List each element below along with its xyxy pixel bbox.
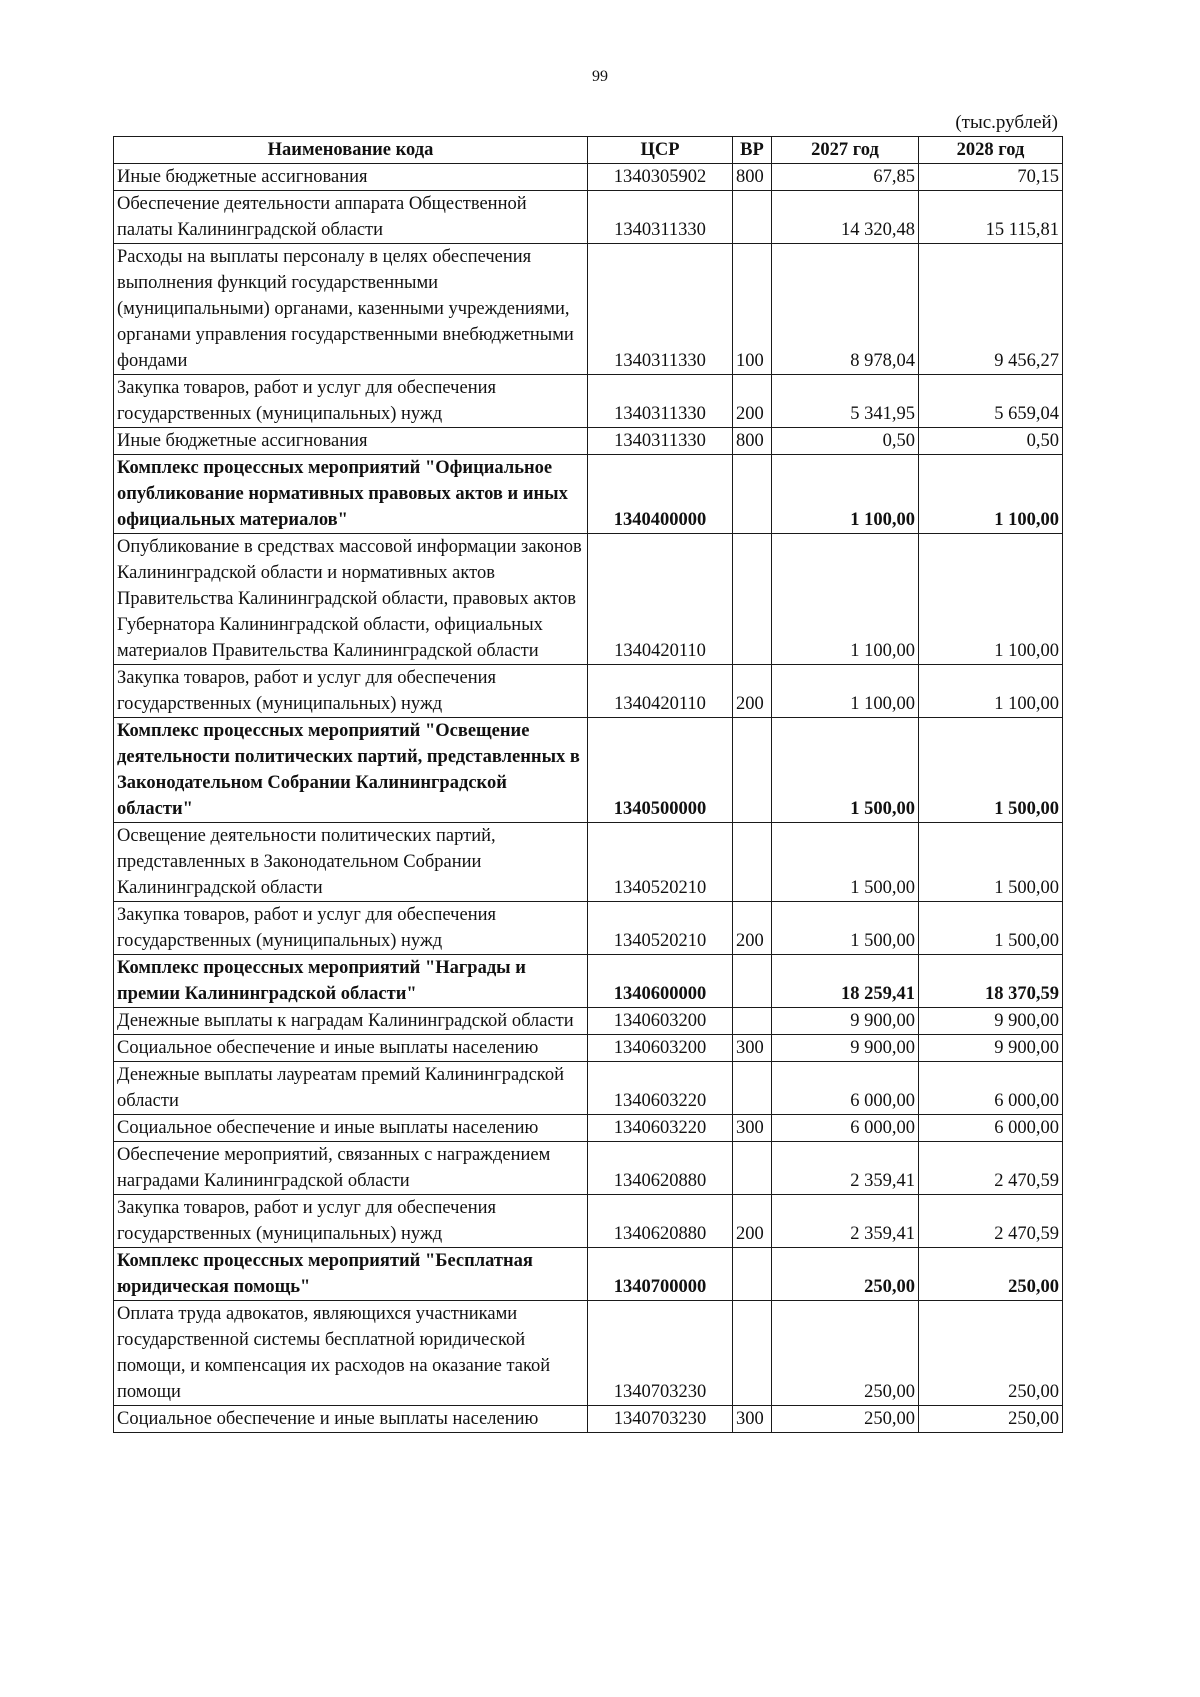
table-row (114, 534, 1063, 665)
table-row (114, 1062, 1063, 1115)
cell-vr (733, 955, 772, 1008)
cell-csr: 1340703230 (588, 1301, 733, 1406)
table-row (114, 1035, 1063, 1062)
cell-vr (733, 1301, 772, 1406)
table-row (114, 718, 1063, 823)
cell-name: Закупка товаров, работ и услуг для обеспечения государственных (муниципальных) нужд (114, 375, 588, 428)
cell-vr (733, 1062, 772, 1115)
cell-csr: 1340620880 (588, 1142, 733, 1195)
cell-vr (733, 534, 772, 665)
cell-2028: 1 500,00 (919, 823, 1063, 902)
table-row (114, 428, 1063, 455)
cell-2028: 6 000,00 (919, 1115, 1063, 1142)
header-row (114, 137, 1063, 164)
cell-2028: 9 900,00 (919, 1008, 1063, 1035)
cell-csr: 1340311330 (588, 244, 733, 375)
cell-2027: 0,50 (772, 428, 919, 455)
cell-name: Иные бюджетные ассигнования (114, 428, 588, 455)
cell-2028: 1 500,00 (919, 718, 1063, 823)
cell-2028: 70,15 (919, 164, 1063, 191)
table-row (114, 1406, 1063, 1433)
units-label: (тыс.рублей) (955, 112, 1058, 133)
cell-2027: 2 359,41 (772, 1195, 919, 1248)
table-row (114, 375, 1063, 428)
cell-vr (733, 1248, 772, 1301)
cell-2028: 9 456,27 (919, 244, 1063, 375)
cell-2027: 1 100,00 (772, 534, 919, 665)
cell-csr: 1340603200 (588, 1035, 733, 1062)
cell-vr: 300 (733, 1035, 772, 1062)
cell-2027: 9 900,00 (772, 1035, 919, 1062)
cell-name: Комплекс процессных мероприятий "Бесплатная юридическая помощь" (114, 1248, 588, 1301)
cell-csr: 1340700000 (588, 1248, 733, 1301)
cell-vr (733, 455, 772, 534)
cell-2027: 1 500,00 (772, 902, 919, 955)
cell-vr: 200 (733, 1195, 772, 1248)
cell-csr: 1340400000 (588, 455, 733, 534)
cell-2028: 15 115,81 (919, 191, 1063, 244)
table-row (114, 1195, 1063, 1248)
table-row (114, 164, 1063, 191)
cell-csr: 1340311330 (588, 428, 733, 455)
cell-csr: 1340311330 (588, 375, 733, 428)
cell-name: Обеспечение мероприятий, связанных с награждением наградами Калининградской области (114, 1142, 588, 1195)
cell-name: Обеспечение деятельности аппарата Общественной палаты Калининградской области (114, 191, 588, 244)
cell-name: Социальное обеспечение и иные выплаты населению (114, 1406, 588, 1433)
cell-name: Иные бюджетные ассигнования (114, 164, 588, 191)
cell-vr: 800 (733, 164, 772, 191)
cell-name: Оплата труда адвокатов, являющихся участниками государственной системы бесплатной юридической помощи, и компенсация их расходов на оказание такой помощи (114, 1301, 588, 1406)
cell-2027: 1 100,00 (772, 455, 919, 534)
cell-2027: 250,00 (772, 1301, 919, 1406)
cell-2028: 6 000,00 (919, 1062, 1063, 1115)
cell-2027: 250,00 (772, 1406, 919, 1433)
cell-vr: 300 (733, 1406, 772, 1433)
header-name: Наименование кода (114, 137, 588, 164)
table-row (114, 1142, 1063, 1195)
cell-csr: 1340603220 (588, 1062, 733, 1115)
cell-2027: 14 320,48 (772, 191, 919, 244)
cell-vr: 100 (733, 244, 772, 375)
cell-2028: 18 370,59 (919, 955, 1063, 1008)
cell-vr (733, 1142, 772, 1195)
cell-2027: 18 259,41 (772, 955, 919, 1008)
cell-2027: 8 978,04 (772, 244, 919, 375)
cell-vr (733, 1008, 772, 1035)
table-row (114, 902, 1063, 955)
cell-vr: 200 (733, 375, 772, 428)
table-row (114, 665, 1063, 718)
table-row (114, 1248, 1063, 1301)
cell-csr: 1340520210 (588, 902, 733, 955)
cell-vr: 300 (733, 1115, 772, 1142)
cell-csr: 1340600000 (588, 955, 733, 1008)
cell-csr: 1340703230 (588, 1406, 733, 1433)
cell-csr: 1340420110 (588, 534, 733, 665)
table-body (114, 164, 1063, 1433)
table-row (114, 1301, 1063, 1406)
cell-name: Денежные выплаты лауреатам премий Калининградской области (114, 1062, 588, 1115)
cell-2028: 5 659,04 (919, 375, 1063, 428)
header-csr: ЦСР (588, 137, 733, 164)
cell-2027: 1 500,00 (772, 823, 919, 902)
cell-name: Расходы на выплаты персоналу в целях обеспечения выполнения функций государственными (муниципальными) органами, казенными учреждениями, органами управления государственными внебюджетными фондами (114, 244, 588, 375)
cell-2028: 9 900,00 (919, 1035, 1063, 1062)
table-row (114, 1115, 1063, 1142)
cell-2028: 1 100,00 (919, 665, 1063, 718)
page-number: 99 (592, 68, 608, 85)
cell-vr (733, 191, 772, 244)
table-row (114, 1008, 1063, 1035)
cell-2027: 6 000,00 (772, 1062, 919, 1115)
cell-vr: 200 (733, 902, 772, 955)
header-vr: ВР (733, 137, 772, 164)
cell-csr: 1340305902 (588, 164, 733, 191)
cell-name: Закупка товаров, работ и услуг для обеспечения государственных (муниципальных) нужд (114, 665, 588, 718)
cell-2027: 5 341,95 (772, 375, 919, 428)
cell-2027: 1 100,00 (772, 665, 919, 718)
cell-name: Закупка товаров, работ и услуг для обеспечения государственных (муниципальных) нужд (114, 1195, 588, 1248)
cell-2028: 2 470,59 (919, 1195, 1063, 1248)
cell-name: Комплекс процессных мероприятий "Награды и премии Калининградской области" (114, 955, 588, 1008)
cell-2028: 1 100,00 (919, 534, 1063, 665)
cell-name: Денежные выплаты к наградам Калининградской области (114, 1008, 588, 1035)
cell-2027: 6 000,00 (772, 1115, 919, 1142)
cell-2027: 9 900,00 (772, 1008, 919, 1035)
cell-csr: 1340603220 (588, 1115, 733, 1142)
table-header (114, 137, 1063, 164)
cell-name: Социальное обеспечение и иные выплаты населению (114, 1115, 588, 1142)
header-2028: 2028 год (919, 137, 1063, 164)
cell-2027: 67,85 (772, 164, 919, 191)
table-row (114, 244, 1063, 375)
cell-csr: 1340311330 (588, 191, 733, 244)
cell-vr: 800 (733, 428, 772, 455)
cell-2028: 2 470,59 (919, 1142, 1063, 1195)
cell-csr: 1340500000 (588, 718, 733, 823)
cell-csr: 1340603200 (588, 1008, 733, 1035)
cell-name: Комплекс процессных мероприятий "Официальное опубликование нормативных правовых актов и иных официальных материалов" (114, 455, 588, 534)
cell-name: Социальное обеспечение и иные выплаты населению (114, 1035, 588, 1062)
cell-2027: 1 500,00 (772, 718, 919, 823)
cell-2028: 1 500,00 (919, 902, 1063, 955)
cell-2028: 250,00 (919, 1406, 1063, 1433)
cell-csr: 1340520210 (588, 823, 733, 902)
cell-2028: 0,50 (919, 428, 1063, 455)
cell-vr (733, 718, 772, 823)
cell-vr (733, 823, 772, 902)
cell-name: Освещение деятельности политических партий, представленных в Законодательном Собрании Калининградской области (114, 823, 588, 902)
cell-name: Закупка товаров, работ и услуг для обеспечения государственных (муниципальных) нужд (114, 902, 588, 955)
cell-csr: 1340620880 (588, 1195, 733, 1248)
cell-2028: 250,00 (919, 1301, 1063, 1406)
cell-2027: 2 359,41 (772, 1142, 919, 1195)
table-row (114, 455, 1063, 534)
budget-table (113, 136, 1063, 1433)
cell-vr: 200 (733, 665, 772, 718)
cell-csr: 1340420110 (588, 665, 733, 718)
table-row (114, 191, 1063, 244)
table-row (114, 823, 1063, 902)
cell-2027: 250,00 (772, 1248, 919, 1301)
cell-2028: 1 100,00 (919, 455, 1063, 534)
cell-name: Комплекс процессных мероприятий "Освещение деятельности политических партий, представленных в Законодательном Собрании Калининградской области" (114, 718, 588, 823)
table-row (114, 955, 1063, 1008)
cell-2028: 250,00 (919, 1248, 1063, 1301)
header-2027: 2027 год (772, 137, 919, 164)
cell-name: Опубликование в средствах массовой информации законов Калининградской области и нормативных актов Правительства Калининградской области, правовых актов Губернатора Калининградской области, официальных материалов Правительства Калининградской области (114, 534, 588, 665)
